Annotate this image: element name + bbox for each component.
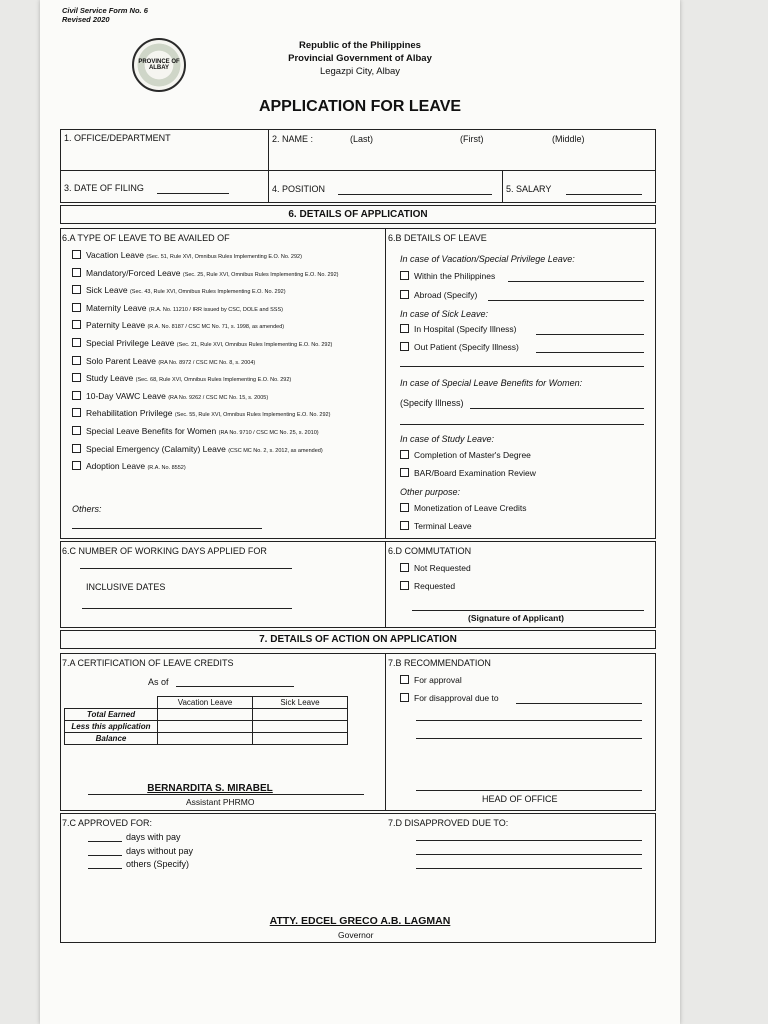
checkbox-icon[interactable] [400,468,409,477]
leave-type-reference: (Sec. 51, Rule XVI, Omnibus Rules Implementing E.O. No. 292) [146,254,302,260]
leave-type-reference: (Sec. 25, Rule XVI, Omnibus Rules Implementing E.O. No. 292) [182,271,339,278]
leave-type-option[interactable] [72,250,302,260]
head-of-office-label: HEAD OF OFFICE [482,794,558,804]
checkbox-icon[interactable] [400,290,409,299]
days-with-pay-label: days with pay [126,832,181,842]
leave-type-reference: (RA No. 9262 / CSC MC No. 15, s. 2005) [168,394,269,401]
sick-less-cell[interactable] [253,721,348,733]
checkbox-icon[interactable] [72,285,81,294]
commutation-title: 6.D COMMUTATION [388,546,472,556]
checkbox-icon[interactable] [72,338,81,347]
requested-option[interactable]: Requested [400,581,455,591]
leave-type-option[interactable] [72,426,319,436]
form-number: Civil Service Form No. 6 [62,6,148,15]
checkbox-icon[interactable] [72,303,81,312]
checkbox-icon[interactable] [400,324,409,333]
certifier-name: BERNARDITA S. MIRABEL [147,783,273,794]
leave-type-label: Special Privilege Leave [86,338,175,348]
leave-type-reference: (RA No. 8972 / CSC MC No. 8, s. 2004) [158,359,256,366]
col-vacation-header: Vacation Leave [158,697,253,709]
leave-type-option[interactable] [72,338,332,348]
checkbox-icon[interactable] [72,268,81,277]
vacation-balance-cell[interactable] [158,733,253,745]
leave-credits-table [64,696,348,745]
masters-degree-option[interactable]: Completion of Master's Degree [400,450,531,460]
leave-credits-title: 7.A CERTIFICATION OF LEAVE CREDITS [62,658,234,668]
leave-type-option[interactable] [72,444,323,454]
position-field[interactable] [338,194,492,195]
working-days-title: 6.C NUMBER OF WORKING DAYS APPLIED FOR [62,546,267,556]
others-specify-field[interactable] [88,868,122,869]
inclusive-dates-label: INCLUSIVE DATES [86,582,166,592]
leave-type-reference: (RA No. 9710 / CSC MC No. 25, s. 2010) [218,430,319,436]
leave-type-label: Vacation Leave [86,250,144,260]
form-id [62,6,148,24]
checkbox-icon[interactable] [72,461,81,470]
first-name-label: (First) [460,134,484,144]
days-without-pay-label: days without pay [126,846,194,856]
checkbox-icon[interactable] [72,356,81,365]
checkbox-icon[interactable] [72,408,81,417]
middle-name-label: (Middle) [552,134,585,144]
leave-type-option[interactable] [72,356,255,366]
as-of-field[interactable] [176,686,294,687]
governor-name: ATTY. EDCEL GRECO A.B. LAGMAN [269,915,451,927]
head-office-signature-field[interactable] [416,790,642,791]
vacation-case-heading: In case of Vacation/Special Privilege Leave: [400,254,575,264]
section7-header [60,630,656,649]
checkbox-icon[interactable] [72,250,81,259]
table-row [65,721,348,733]
disapproved-due-title: 7.D DISAPPROVED DUE TO: [388,818,509,828]
row-label: Balance [65,733,158,745]
leave-type-option[interactable] [72,373,291,383]
republic-heading: Republic of the Philippines [299,40,421,51]
recommendation-title: 7.B RECOMMENDATION [388,658,491,668]
other-purpose-heading: Other purpose: [400,487,461,497]
provincial-seal-icon: PROVINCE OF ALBAY [132,38,186,92]
leave-type-label: Paternity Leave [86,320,146,331]
checkbox-icon[interactable] [400,521,409,530]
checkbox-icon[interactable] [72,426,81,435]
checkbox-icon[interactable] [72,391,81,400]
name-label: 2. NAME : [272,134,314,144]
salary-field[interactable] [566,194,642,195]
leave-type-label: Special Emergency (Calamity) Leave [86,443,226,454]
leave-type-reference: (Sec. 55, Rule XVI, Omnibus Rules Implementing E.O. No. 292) [174,412,331,419]
table-row [65,733,348,745]
leave-type-label: Solo Parent Leave [86,355,156,366]
certifier-title: Assistant PHRMO [186,797,255,807]
leave-type-label: Maternity Leave [86,302,147,313]
leave-type-reference: (R.A. No. 8552) [147,465,186,472]
leave-type-label: Sick Leave [86,285,128,296]
checkbox-icon[interactable] [400,693,409,702]
checkbox-icon[interactable] [400,271,409,280]
office-label: 1. OFFICE/DEPARTMENT [64,133,171,143]
in-hospital-option[interactable]: In Hospital (Specify Illness) [400,324,517,334]
monetization-option[interactable]: Monetization of Leave Credits [400,503,526,513]
leave-type-reference: (R.A. No. 11210 / IRR issued by CSC, DOLE and SSS) [148,306,283,313]
leave-type-option[interactable] [72,391,268,401]
for-disapproval-option[interactable]: For disapproval due to [400,693,499,703]
women-specify-label: (Specify Illness) [400,398,464,408]
checkbox-icon[interactable] [400,503,409,512]
table-row [65,709,348,721]
out-patient-field[interactable] [536,352,644,353]
section7-title: 7. DETAILS OF ACTION ON APPLICATION [259,634,457,645]
study-case-heading: In case of Study Leave: [400,434,495,444]
checkbox-icon[interactable] [72,373,81,382]
women-case-heading: In case of Special Leave Benefits for Women: [400,378,583,388]
disapproval-reason-field[interactable] [516,703,642,704]
type-of-leave-title: 6.A TYPE OF LEAVE TO BE AVAILED OF [62,233,230,243]
others-field[interactable] [72,528,262,529]
leave-type-option[interactable] [72,320,284,330]
governor-title: Governor [338,930,374,940]
within-philippines-option[interactable]: Within the Philippines [400,271,495,281]
position-label: 4. POSITION [272,184,326,194]
leave-type-option[interactable] [72,408,330,418]
checkbox-icon[interactable] [400,342,409,351]
checkbox-icon[interactable] [400,581,409,590]
form-revision: Revised 2020 [62,15,110,24]
date-filing-field[interactable] [157,193,229,194]
row-label: Total Earned [65,709,158,721]
government-heading: Provincial Government of Albay [288,53,432,64]
within-philippines-field[interactable] [508,281,644,282]
bar-review-option[interactable]: BAR/Board Examination Review [400,468,536,478]
not-requested-option[interactable]: Not Requested [400,563,471,573]
leave-type-option[interactable] [72,268,338,278]
row-label: Less this application [65,721,158,733]
abroad-option[interactable]: Abroad (Specify) [400,290,477,300]
sick-case-heading: In case of Sick Leave: [400,309,489,319]
salary-label: 5. SALARY [506,184,552,194]
leave-type-option[interactable] [72,303,283,313]
disapproval-reason-line3[interactable] [416,738,642,739]
as-of-label: As of [148,677,169,687]
applicant-signature-field[interactable] [412,610,644,611]
leave-type-label: Rehabilitation Privilege [86,408,173,419]
leave-type-option[interactable] [72,461,186,471]
leave-type-label: Adoption Leave [86,461,146,472]
checkbox-icon[interactable] [400,450,409,459]
leave-type-label: Mandatory/Forced Leave [86,267,181,278]
details-of-leave-title: 6.B DETAILS OF LEAVE [388,233,487,243]
abroad-field[interactable] [488,300,644,301]
women-extra-field[interactable] [400,424,644,425]
sick-extra-field[interactable] [400,366,644,367]
leave-type-label: Special Leave Benefits for Women [86,426,217,436]
disapproval-reason-line2[interactable] [416,720,642,721]
leave-type-reference: (Sec. 21, Rule XVI, Omnibus Rules Implementing E.O. No. 292) [176,342,333,348]
applicant-signature-label: (Signature of Applicant) [468,613,565,623]
leave-type-label: 10-Day VAWC Leave [86,390,166,401]
leave-type-reference: (CSC MC No. 2, s. 2012, as amended) [228,447,323,454]
section6-title: 6. DETAILS OF APPLICATION [288,209,428,220]
leave-type-reference: (Sec. 43, Rule XVI, Omnibus Rules Implementing E.O. No. 292) [129,289,286,296]
leave-form-page [40,0,680,1024]
leave-type-reference: (R.A. No. 8187 / CSC MC No. 71, s. 1998, as amended) [147,324,285,331]
vacation-total-earned-cell[interactable] [158,709,253,721]
days-without-pay-field[interactable] [88,855,122,856]
checkbox-icon[interactable] [72,444,81,453]
date-filing-label: 3. DATE OF FILING [64,183,144,193]
city-heading: Legazpi City, Albay [319,66,401,77]
leave-type-reference: (Sec. 68, Rule XVI, Omnibus Rules Implementing E.O. No. 292) [135,377,292,384]
days-with-pay-field[interactable] [88,841,122,842]
out-patient-option[interactable]: Out Patient (Specify Illness) [400,342,519,352]
leave-type-option[interactable] [72,285,286,295]
section6-header [60,205,656,224]
last-name-label: (Last) [350,134,374,144]
working-days-field[interactable] [80,568,292,569]
disapproved-reason-line3[interactable] [416,868,642,869]
checkbox-icon[interactable] [72,320,81,329]
checkbox-icon[interactable] [400,563,409,572]
sick-balance-cell[interactable] [253,733,348,745]
others-specify-label: others (Specify) [126,859,190,869]
disapproved-reason-line2[interactable] [416,854,642,855]
checkbox-icon[interactable] [400,675,409,684]
others-label: Others: [72,504,102,514]
women-illness-field[interactable] [470,408,644,409]
col-sick-header: Sick Leave [253,697,348,709]
leave-type-label: Study Leave [86,373,134,384]
vacation-less-cell[interactable] [158,721,253,733]
inclusive-dates-field[interactable] [82,608,292,609]
in-hospital-field[interactable] [536,334,644,335]
page-title: APPLICATION FOR LEAVE [258,98,462,115]
for-approval-option[interactable]: For approval [400,675,462,685]
terminal-leave-option[interactable]: Terminal Leave [400,521,472,531]
sick-total-earned-cell[interactable] [253,709,348,721]
approved-for-title: 7.C APPROVED FOR: [62,818,153,828]
disapproved-reason-line1[interactable] [416,840,642,841]
